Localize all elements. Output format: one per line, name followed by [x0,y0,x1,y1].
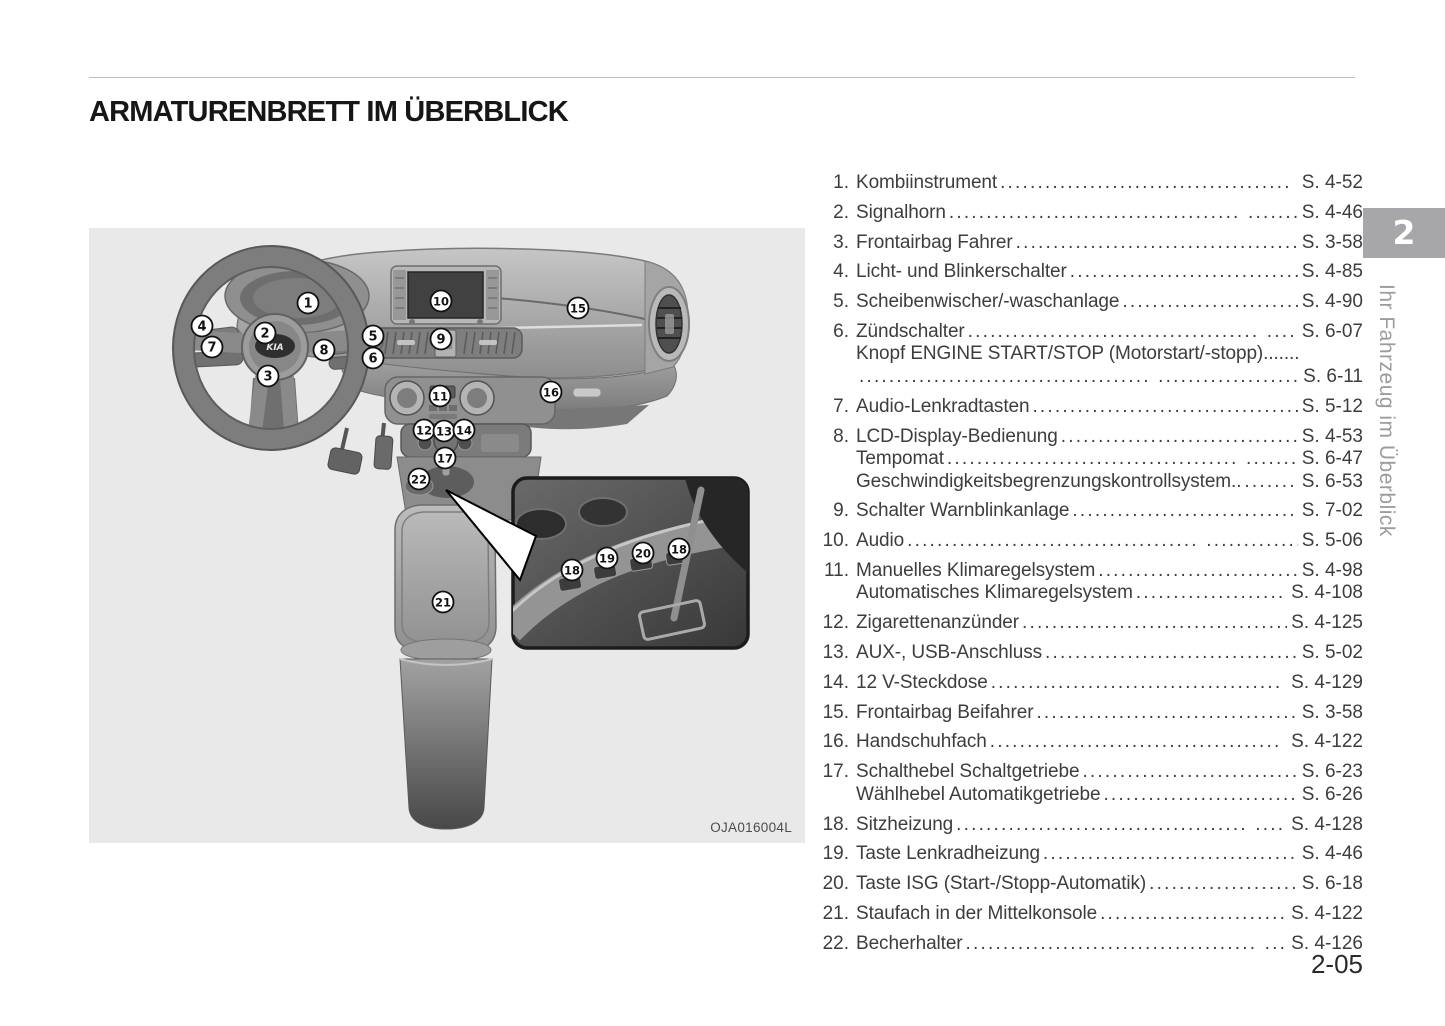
callout-marker [433,592,454,613]
toc-item-page: S. 5-12 [1301,395,1363,417]
toc-item-label: Zigarettenanzünder [856,612,1019,634]
callout-marker [633,543,654,564]
callout-marker [435,448,456,469]
toc-item [818,321,1363,389]
toc-item-number: 19. [822,843,849,865]
svg-text:17: 17 [436,451,454,466]
toc-leader-dots [1061,426,1298,449]
svg-text:14: 14 [455,423,473,438]
toc-line [818,426,1363,449]
toc-item [818,761,1363,806]
toc-item-label: Knopf ENGINE START/STOP (Motorstart/-stopp)....... [856,343,1300,365]
toc-line [818,291,1363,314]
toc-line [818,530,1363,553]
toc-item-number: 1. [833,172,849,193]
toc-item-number: 2. [833,201,849,223]
toc-leader-dots [947,448,1298,471]
parts-index-list [818,172,1363,955]
toc-item-label: Schalthebel Schaltgetriebe [856,761,1080,783]
toc-line [818,873,1363,896]
toc-item-page: S. 3-58 [1301,701,1363,723]
toc-item-page: S. 3-58 [1301,231,1363,253]
toc-item-number: 20. [822,873,849,895]
toc-item [818,500,1363,523]
callout-marker [202,337,223,358]
toc-item-label: Becherhalter [856,932,963,954]
toc-item-page: S. 6-11 [1303,365,1363,387]
toc-item [818,672,1363,695]
inset-detail [509,478,754,648]
chapter-sidebar-label: Ihr Fahrzeug im Überblick [1375,284,1398,537]
toc-item-page: S. 4-126 [1291,932,1363,954]
toc-leader-dots [1103,784,1297,807]
toc-line [818,672,1363,695]
toc-leader-dots [1100,903,1287,926]
toc-item-number: 8. [833,425,849,447]
toc-leader-dots [907,530,1298,553]
toc-item [818,291,1363,314]
toc-item-label: Frontairbag Beifahrer [856,701,1034,723]
toc-line [818,500,1363,523]
callout-marker [669,539,690,560]
toc-item-label: Wählhebel Automatikgetriebe [856,783,1101,805]
toc-item-number: 10. [822,530,849,552]
toc-item [818,530,1363,553]
toc-item-number: 13. [822,642,849,664]
page-title: ARMATURENBRETT IM ÜBERBLICK [89,96,568,128]
toc-item-page: S. 4-46 [1301,201,1363,223]
toc-leader-dots [859,366,1299,389]
toc-item-number: 17. [822,761,849,783]
callout-marker [454,420,475,441]
dashboard-illustration [89,228,805,843]
toc-item-label: Taste Lenkradheizung [856,843,1040,865]
toc-item-page: S. 4-122 [1291,902,1363,924]
svg-text:10: 10 [432,294,450,309]
callout-marker [258,366,279,387]
toc-leader-dots [1032,396,1297,419]
toc-item-page: S. 4-129 [1291,671,1363,693]
toc-leader-dots [1036,702,1297,725]
toc-leader-dots [1244,471,1297,494]
toc-item-page: S. 4-53 [1301,425,1363,447]
toc-item-label: Licht- und Blinkerschalter [856,261,1067,283]
toc-item [818,426,1363,494]
toc-line [818,642,1363,665]
callout-marker [434,421,455,442]
kia-logo-text: KIA [266,343,284,353]
callout-marker [363,326,384,347]
toc-item-label: Staufach in der Mittelkonsole [856,902,1098,924]
toc-item-number: 21. [822,902,849,924]
svg-text:1: 1 [303,296,313,312]
toc-line [818,843,1363,866]
toc-line [818,784,1363,807]
svg-text:6: 6 [368,351,378,367]
toc-item-number: 3. [833,231,849,253]
callout-marker [409,469,430,490]
toc-item-label: Sitzheizung [856,813,954,835]
toc-item-page: S. 5-02 [1301,642,1363,664]
toc-leader-dots [1082,761,1297,784]
callout-marker [192,316,213,337]
toc-leader-dots [966,933,1288,956]
toc-item-page: S. 4-98 [1301,559,1363,581]
toc-item-label: Manuelles Klimaregelsystem [856,559,1096,581]
toc-item [818,172,1363,195]
toc-item-label: Handschuhfach [856,731,987,753]
toc-item-page: S. 4-90 [1301,291,1363,313]
toc-item [818,903,1363,926]
toc-item-number: 22. [822,932,849,954]
toc-item-page: S. 6-07 [1301,320,1363,342]
svg-text:15: 15 [569,301,587,316]
toc-item [818,873,1363,896]
toc-item [818,702,1363,725]
dashboard-figure [89,228,805,843]
toc-item-page: S. 6-53 [1301,470,1363,492]
header-rule [89,77,1355,78]
toc-item-page: S. 4-108 [1291,582,1363,604]
toc-item-page: S. 4-125 [1291,612,1363,634]
toc-item-number: 9. [833,500,849,522]
toc-item-page: S. 6-26 [1301,783,1363,805]
toc-leader-dots [1070,261,1298,284]
toc-line [818,903,1363,926]
toc-item-page: S. 4-128 [1291,813,1363,835]
toc-item-label: AUX-, USB-Anschluss [856,642,1043,664]
svg-text:8: 8 [319,343,329,359]
toc-line [818,612,1363,635]
figure-code: OJA016004L [710,820,792,835]
chapter-tab: 2 [1363,208,1445,258]
toc-item-label: LCD-Display-Bedienung [856,425,1058,447]
toc-item-number: 7. [833,395,849,417]
storage-cylinder [400,659,492,829]
toc-item-number: 5. [833,291,849,313]
toc-item-number: 12. [822,612,849,634]
toc-item-label: Tempomat [856,448,944,470]
toc-item-label: Taste ISG (Start-/Stopp-Automatik) [856,873,1147,895]
toc-line [818,172,1363,195]
toc-leader-dots [1045,642,1298,665]
svg-text:18: 18 [670,542,688,557]
svg-text:19: 19 [598,551,616,566]
toc-item [818,843,1363,866]
toc-item-page: S. 6-47 [1301,448,1363,470]
toc-item-label: Frontairbag Fahrer [856,231,1013,253]
toc-line [818,261,1363,284]
toc-leader-dots [1043,843,1298,866]
toc-item-number: 15. [822,701,849,723]
toc-item [818,396,1363,419]
toc-line [818,560,1363,583]
toc-item [818,261,1363,284]
toc-leader-dots [949,202,1298,225]
callout-marker [314,340,335,361]
toc-item [818,814,1363,837]
toc-leader-dots [1098,560,1298,583]
callout-marker [431,329,452,350]
toc-item-label: Geschwindigkeitsbegrenzungskontrollsystem.. [856,470,1242,492]
toc-line [818,731,1363,754]
toc-leader-dots [1149,873,1298,896]
toc-item [818,202,1363,225]
toc-item-number: 16. [822,731,849,753]
toc-item-page: S. 4-85 [1301,261,1363,283]
toc-leader-dots [990,731,1287,754]
toc-leader-dots [968,321,1298,344]
toc-leader-dots [956,814,1287,837]
climate-panel [385,377,555,424]
toc-item-number: 18. [822,813,849,835]
toc-line [818,582,1363,605]
toc-item-number: 6. [833,320,849,342]
toc-item-page: S. 4-122 [1291,731,1363,753]
toc-leader-dots [1022,612,1287,635]
svg-text:13: 13 [435,424,453,439]
svg-text:2: 2 [260,326,270,342]
toc-item-label: Zündschalter [856,320,965,342]
svg-text:21: 21 [434,595,452,610]
toc-item-label: Schalter Warnblinkanlage [856,500,1070,522]
callout-marker [363,348,384,369]
toc-line [818,232,1363,255]
toc-item-label: Signalhorn [856,201,946,223]
svg-text:9: 9 [436,332,446,348]
svg-text:11: 11 [431,389,449,404]
callout-marker [255,323,276,344]
svg-text:3: 3 [263,369,273,385]
toc-leader-dots [1122,291,1297,314]
toc-item-label: Scheibenwischer/-waschanlage [856,291,1120,313]
toc-leader-dots [1072,500,1297,523]
toc-leader-dots [1136,582,1287,605]
svg-text:4: 4 [197,319,207,335]
callout-marker [298,293,319,314]
svg-text:22: 22 [410,472,428,487]
toc-item [818,560,1363,605]
toc-line [818,814,1363,837]
toc-item [818,642,1363,665]
callout-marker [541,382,562,403]
toc-item [818,232,1363,255]
svg-text:5: 5 [368,329,378,345]
toc-line [818,448,1363,471]
toc-item-label: 12 V-Steckdose [856,671,988,693]
toc-item-label: Audio [856,530,905,552]
glovebox-handle [573,388,601,397]
callout-marker [431,291,452,312]
toc-line [818,366,1363,389]
toc-leader-dots [991,672,1287,695]
toc-line [818,396,1363,419]
toc-item-number: 4. [833,261,849,283]
svg-text:7: 7 [207,340,217,356]
callout-marker [568,298,589,319]
svg-text:20: 20 [634,546,652,561]
toc-line [818,761,1363,784]
toc-line [818,202,1363,225]
toc-line [818,471,1363,494]
toc-item-page: S. 6-23 [1301,761,1363,783]
toc-item-page: S. 5-06 [1301,530,1363,552]
callout-marker [414,420,435,441]
toc-item-number: 14. [822,671,849,693]
toc-item [818,612,1363,635]
svg-text:12: 12 [415,423,433,438]
svg-text:16: 16 [542,385,560,400]
toc-item-page: S. 4-52 [1301,172,1363,193]
toc-item-page: S. 7-02 [1301,500,1363,522]
toc-item-label: Audio-Lenkradtasten [856,395,1030,417]
toc-line [818,343,1363,366]
toc-item-page: S. 6-18 [1301,873,1363,895]
toc-item [818,731,1363,754]
toc-item-label: Automatisches Klimaregelsystem [856,582,1133,604]
toc-leader-dots [1000,172,1298,195]
callout-marker [597,548,618,569]
svg-text:18: 18 [563,563,581,578]
callout-marker [562,560,583,581]
toc-line [818,702,1363,725]
toc-item-number: 11. [823,559,849,581]
toc-line [818,321,1363,344]
callout-marker [430,386,451,407]
toc-item-label: Kombiinstrument [856,172,998,193]
page-number: 2-05 [1310,949,1363,979]
toc-leader-dots [1016,232,1298,255]
toc-item-page: S. 4-46 [1301,843,1363,865]
